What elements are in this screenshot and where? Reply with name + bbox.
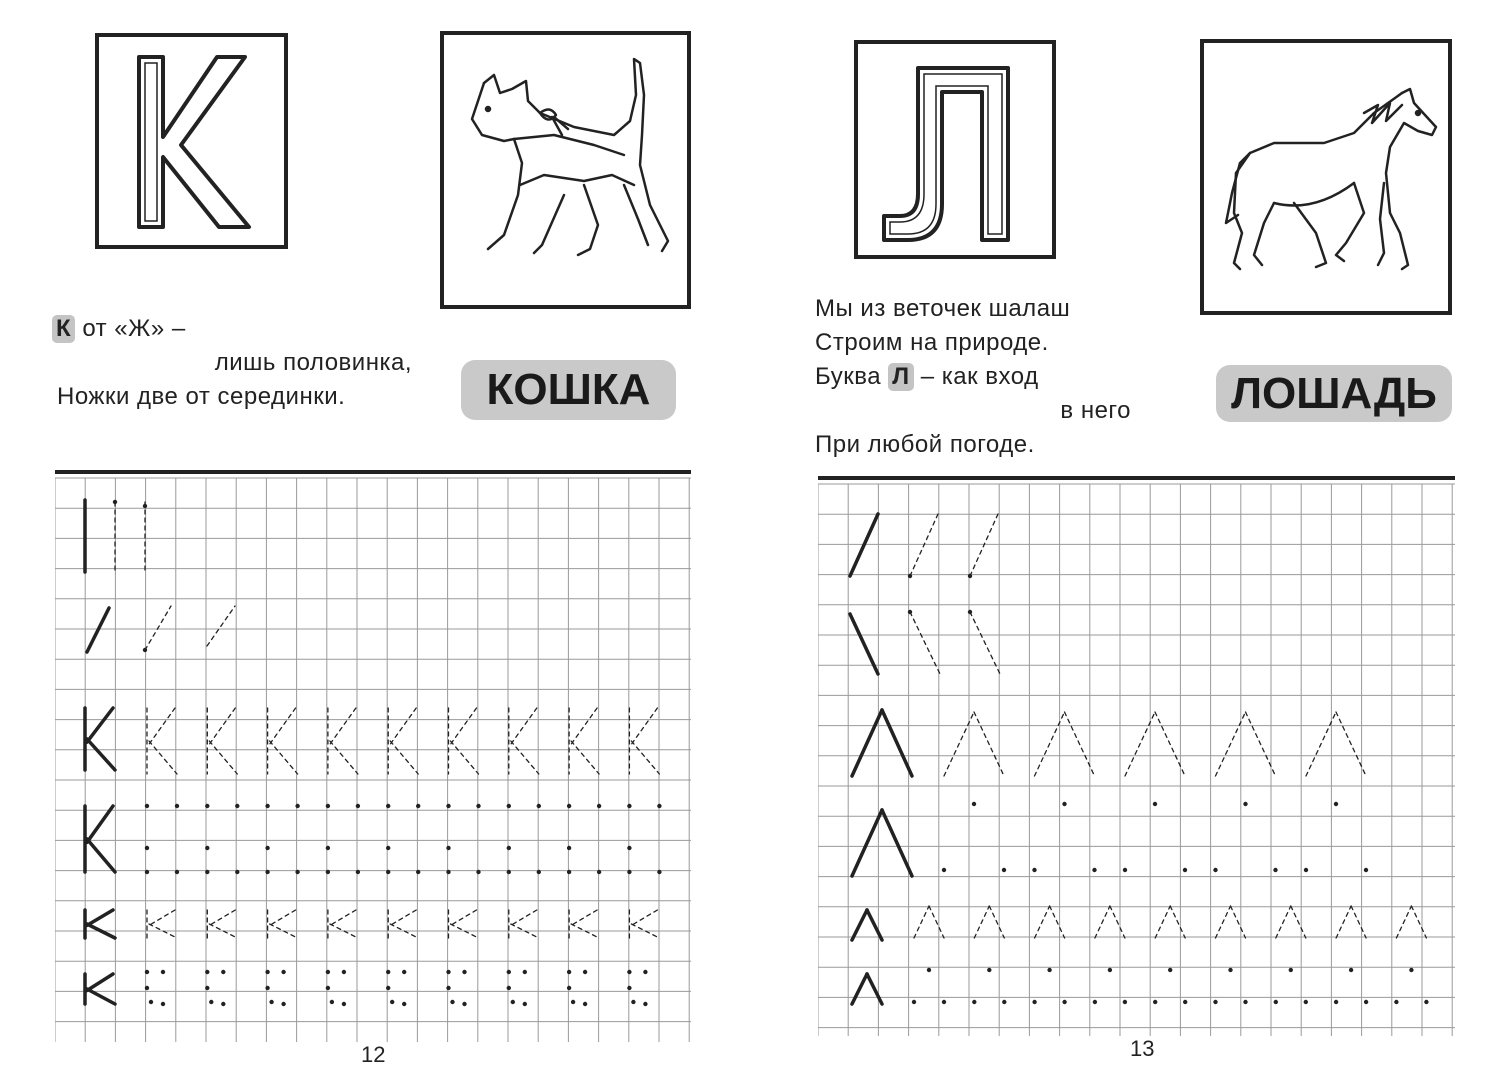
trace-dot [507,870,511,874]
trace-dot [523,970,527,974]
trace-dot [281,970,285,974]
trace-dot [511,1000,515,1004]
trace-dot [446,846,450,850]
trace-dot [416,804,420,808]
trace-dot [326,970,330,974]
letter-k-leg [451,741,479,774]
trace-dot [1093,1000,1097,1004]
trace-dot [145,846,149,850]
trace-dot [416,870,420,874]
trace-dot [281,1002,285,1006]
trace-diagonal-up [910,514,938,576]
poem-line-2: Строим на природе. [815,329,1049,356]
letter-l-right [1231,906,1246,938]
trace-dot [265,986,269,990]
trace-dot [161,1002,165,1006]
trace-dot [1304,1000,1308,1004]
stroke-diagonal-up [850,514,878,576]
letter-l-right [882,810,912,876]
trace-dot [221,1002,225,1006]
letter-k-outline-icon [99,37,284,245]
trace-dot [209,1000,213,1004]
letter-k-arm [149,708,175,744]
trace-dot [175,804,179,808]
letter-k-leg [631,741,659,774]
letter-k-arm [571,910,597,925]
poem-k [50,312,420,422]
trace-dot [342,1002,346,1006]
trace-dot [1183,1000,1187,1004]
trace-dot [386,846,390,850]
trace-dot [330,1000,334,1004]
letter-k-arm [390,910,416,925]
trace-dot [143,648,147,652]
trace-dot [1032,868,1036,872]
trace-dot [295,804,299,808]
letter-l-left [1216,906,1231,938]
trace-dot [627,804,631,808]
stroke-diagonal [87,608,109,652]
trace-diagonal [207,606,235,646]
trace-dot [145,986,149,990]
trace-dot [143,504,147,508]
letter-k-arm [87,974,113,991]
trace-dot [583,1002,587,1006]
letter-k-leg [330,741,358,774]
trace-dot [145,804,149,808]
trace-dot [643,970,647,974]
trace-dot [537,804,541,808]
letter-l-right [1110,906,1125,938]
trace-dot [1394,1000,1398,1004]
highlight-letter-k: К [52,315,75,343]
letter-l-left [852,974,867,1004]
trace-dot [450,1000,454,1004]
trace-dot [1108,968,1112,972]
letter-k-arm [270,910,296,925]
trace-diagonal [145,606,171,650]
trace-dot [1273,868,1277,872]
trace-dot [507,970,511,974]
letter-l-left [1155,906,1170,938]
trace-dot [1243,1000,1247,1004]
horse-picture-box [1200,39,1452,315]
letter-k-arm [451,910,477,925]
letter-l-right [1411,906,1426,938]
letter-l-right [1170,906,1185,938]
letter-l-right [989,906,1004,938]
letter-k-arm [330,910,356,925]
letter-k-arm [451,708,477,744]
trace-dot [265,846,269,850]
trace-dot [402,970,406,974]
trace-dot [446,986,450,990]
letter-k-arm [631,910,657,925]
trace-dot [1092,868,1096,872]
trace-dot [446,870,450,874]
letter-k-leg [390,741,418,774]
trace-dot [571,1000,575,1004]
trace-dot [1047,968,1051,972]
trace-dot [1062,1000,1066,1004]
trace-dot [149,1000,153,1004]
trace-dot [1409,968,1413,972]
page-number-13: 13 [1130,1036,1155,1061]
word-badge-loshad: ЛОШАДЬ [1216,365,1452,422]
letter-l-left [974,906,989,938]
cat-picture-box [440,31,691,309]
letter-k-arm [270,708,296,744]
poem-line-1: Мы из веточек шалаш [815,295,1071,322]
letter-k-arm [631,708,657,744]
tracing-grid-l [818,476,1455,1036]
trace-dot [537,870,541,874]
trace-dot [1228,968,1232,972]
trace-dot [968,574,972,578]
trace-dot [145,870,149,874]
trace-dot [356,804,360,808]
poem-line-4: в него [1060,397,1131,424]
tracing-grid-k [55,470,691,1042]
letter-l-right [867,974,882,1004]
poem-line-5: При любой погоде. [815,431,1035,458]
trace-dot [1032,1000,1036,1004]
letter-l-right [1291,906,1306,938]
trace-dot [446,970,450,974]
trace-dot [1274,1000,1278,1004]
letter-l-left [1035,906,1050,938]
letter-l-left [1396,906,1411,938]
trace-dot [386,986,390,990]
trace-dot [326,870,330,874]
letter-k-arm [87,708,113,742]
trace-dot [1334,1000,1338,1004]
cat-icon [444,35,687,305]
letter-l-right [867,910,882,940]
trace-dot [927,968,931,972]
trace-dot [326,846,330,850]
trace-dot [205,870,209,874]
trace-dot [1334,802,1338,806]
trace-dot [326,804,330,808]
letter-l-left [1336,906,1351,938]
trace-dot [583,970,587,974]
trace-dot [1349,968,1353,972]
right-page [753,0,1506,1080]
trace-dot [908,610,912,614]
letter-k-arm [330,708,356,744]
trace-dot [972,802,976,806]
trace-dot [205,986,209,990]
letter-k-box [95,33,288,249]
trace-dot [1243,802,1247,806]
letter-l-right [1351,906,1366,938]
trace-dot [326,986,330,990]
letter-l-left [1276,906,1291,938]
trace-dot [908,574,912,578]
letter-k-leg [87,839,115,872]
letter-l-right [882,710,912,776]
poem-line-1: К от «Ж» – [52,312,186,346]
letter-l-box [854,40,1056,259]
letter-k-leg [270,741,298,774]
trace-dot [942,1000,946,1004]
letter-k-leg [209,741,237,774]
letter-l-right [1050,906,1065,938]
trace-dot [1183,868,1187,872]
letter-k-leg [149,741,177,774]
trace-dot [627,846,631,850]
letter-k-arm [571,708,597,744]
letter-k-arm [87,910,113,925]
letter-l-left [914,906,929,938]
trace-dot [462,1002,466,1006]
letter-l-outline-icon [858,44,1052,255]
trace-dot [657,870,661,874]
trace-dot [987,968,991,972]
trace-dot [912,1000,916,1004]
trace-dot [597,804,601,808]
trace-dot [386,804,390,808]
letter-l-left [1095,906,1110,938]
trace-dot [1304,868,1308,872]
trace-dot [507,846,511,850]
trace-dot [1062,802,1066,806]
trace-dot [1364,1000,1368,1004]
trace-dot [631,1000,635,1004]
trace-dot [145,970,149,974]
letter-k-leg [511,741,539,774]
trace-dot [1153,802,1157,806]
letter-k-arm [511,910,537,925]
trace-dot [386,870,390,874]
trace-dot [507,804,511,808]
trace-dot [235,804,239,808]
letter-l-left [852,810,882,876]
letter-k-leg [87,739,115,770]
trace-dot [1123,1000,1127,1004]
letter-k-arm [511,708,537,744]
trace-dot [1289,968,1293,972]
letter-k-leg [571,741,599,774]
trace-diagonal-up [970,514,998,576]
letter-k-arm [390,708,416,744]
letter-l-right [929,906,944,938]
trace-dot [265,804,269,808]
trace-dot [1364,868,1368,872]
trace-dot [462,970,466,974]
trace-dot [657,804,661,808]
trace-dot [1424,1000,1428,1004]
poem-l [813,292,1143,464]
letter-l-left [852,910,867,940]
trace-dot [205,846,209,850]
letter-l-left [852,710,882,776]
letter-k-arm [149,910,175,925]
trace-dot [1002,868,1006,872]
trace-dot [1002,1000,1006,1004]
trace-dot [265,970,269,974]
horse-icon [1204,43,1448,311]
trace-dot [402,1002,406,1006]
trace-dot [205,804,209,808]
trace-dot [476,804,480,808]
poem-line-3: Ножки две от серединки. [57,383,346,410]
trace-dot [567,986,571,990]
page-number-12: 12 [361,1042,386,1067]
trace-dot [523,1002,527,1006]
trace-dot [627,986,631,990]
trace-dot [476,870,480,874]
trace-dot [113,500,117,504]
word-badge-koshka: КОШКА [461,360,676,420]
trace-dot [627,970,631,974]
trace-dot [972,1000,976,1004]
trace-dot [265,870,269,874]
letter-k-arm [209,910,235,925]
letter-k-arm [209,708,235,744]
trace-dot [235,870,239,874]
trace-dot [507,986,511,990]
trace-dot [567,804,571,808]
trace-dot [175,870,179,874]
trace-dot [446,804,450,808]
trace-dot [356,870,360,874]
trace-dot [567,846,571,850]
trace-dot [269,1000,273,1004]
trace-dot [342,970,346,974]
trace-dot [1123,868,1127,872]
trace-dot [390,1000,394,1004]
trace-dot [386,970,390,974]
trace-dot [567,970,571,974]
letter-k-arm [87,806,113,842]
trace-dot [968,610,972,614]
trace-dot [295,870,299,874]
trace-dot [597,870,601,874]
trace-dot [567,870,571,874]
highlight-letter-l: Л [888,363,913,391]
trace-dot [942,868,946,872]
poem-line-2: лишь половинка, [214,349,412,376]
trace-dot [1213,1000,1217,1004]
trace-dot [1168,968,1172,972]
trace-dot [161,970,165,974]
trace-dot [643,1002,647,1006]
trace-dot [221,970,225,974]
trace-dot [1213,868,1217,872]
poem-line-3: Буква Л – как вход [815,363,1039,390]
trace-dot [205,970,209,974]
trace-dot [627,870,631,874]
trace-dot [1153,1000,1157,1004]
